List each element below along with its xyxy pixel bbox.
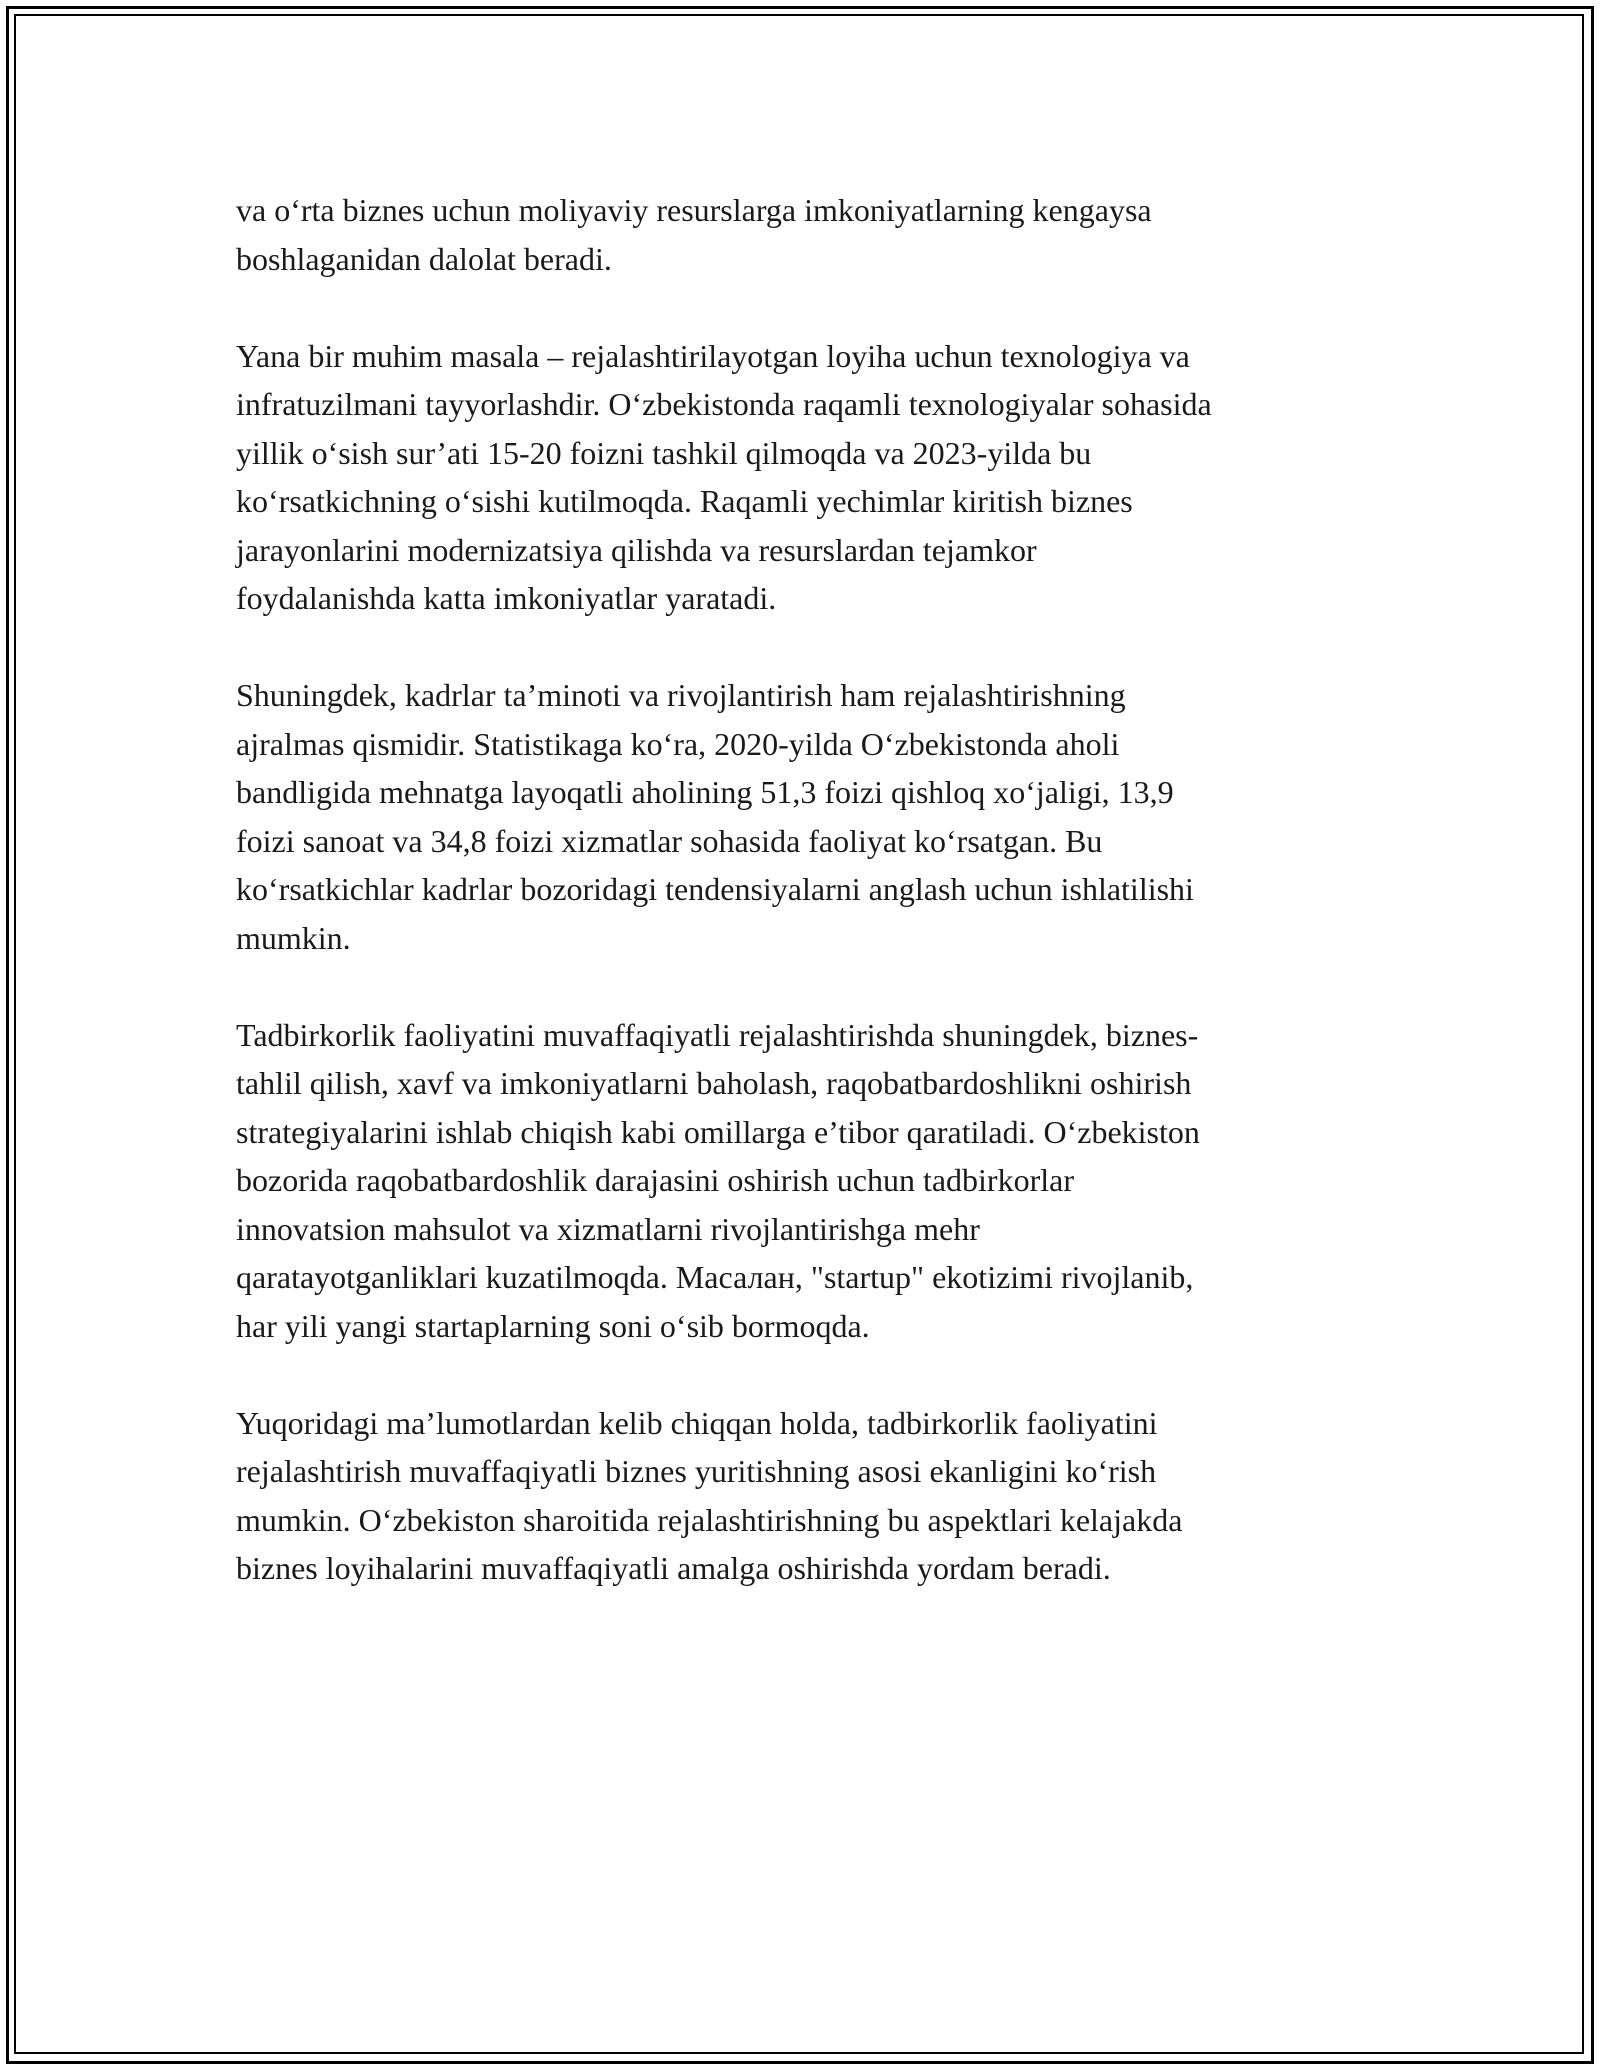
document-body [236,186,1366,1641]
paragraph-1: va o‘rta biznes uchun moliyaviy resurslarga imkoniyatlarning kengaysa boshlaganidan dalolat beradi. [236,192,1152,277]
paragraph-5: Yuqoridagi ma’lumotlardan kelib chiqqan holda, tadbirkorlik faoliyatini rejalashtirish muvaffaqiyatli biznes yuritishning asosi ekanligini ko‘rish mumkin. O‘zbekiston sharoitida rejalashtirishning bu aspektlari kelajakda biznes loyihalarini muvaffaqiyatli amalga oshirishda yordam beradi. [236,1404,1183,1586]
paragraph-3: Shuningdek, kadrlar ta’minoti va rivojlantirish ham rejalashtirishning ajralmas qismidir. Statistikaga ko‘ra, 2020-yilda O‘zbekistonda aholi bandligida mehnatga layoqatli aholining 51,3 foizi qishloq xo‘jaligi, 13,9 foizi sanoat va 34,8 foizi xizmatlar sohasida faoliyat ko‘rsatgan. Bu ko‘rsatkichlar kadrlar bozoridagi tendensiyalarni anglash uchun ishlatilishi mumkin. [236,677,1194,956]
paragraph-2: Yana bir muhim masala – rejalashtirilayotgan loyiha uchun texnologiya va infratuzilmani tayyorlashdir. O‘zbekistonda raqamli texnologiyalar sohasida yillik o‘sish sur’ati 15-20 foizni tashkil qilmoqda va 2023-yilda bu ko‘rsatkichning o‘sishi kutilmoqda. Raqamli yechimlar kiritish biznes jarayonlarini modernizatsiya qilishda va resurslardan tejamkor foydalanishda katta imkoniyatlar yaratadi. [236,337,1212,616]
paragraph-4: Tadbirkorlik faoliyatini muvaffaqiyatli rejalashtirishda shuningdek, biznes- tahlil qilish, xavf va imkoniyatlarni baholash, raqobatbardoshlikni oshirish strategiyalarini ishlab chiqish kabi omillarga e’tibor qaratiladi. O‘zbekiston bozorida raqobatbardoshlik darajasini oshirish uchun tadbirkorlar innovatsion mahsulot va xizmatlarni rivojlantirishga mehr qaratayotganliklari kuzatilmoqda. Масалан, "startup" ekotizimi rivojlanib, har yili yangi startaplarning soni o‘sib bormoqda. [236,1016,1200,1344]
